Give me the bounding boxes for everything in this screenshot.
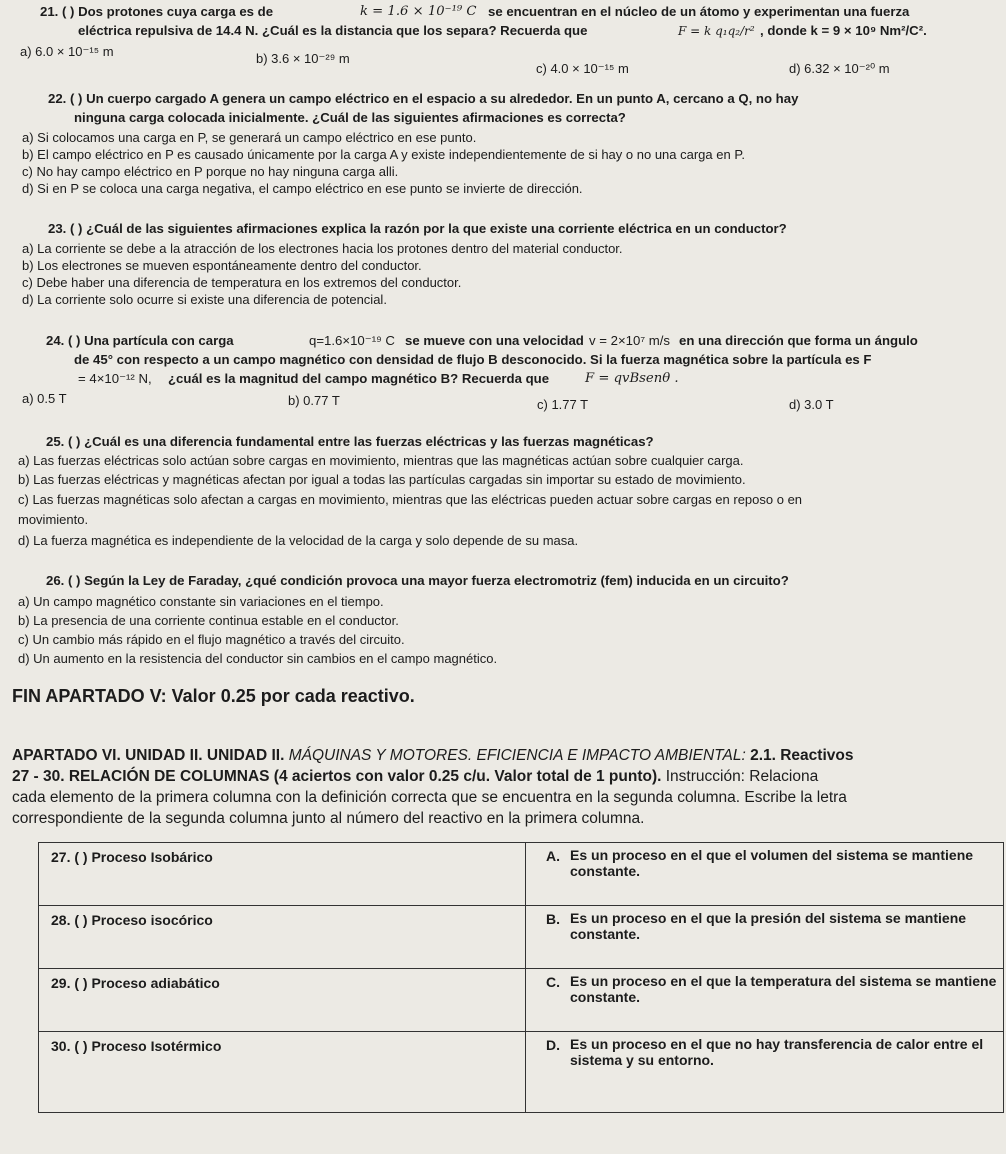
q24-line1-mid: se mueve con una velocidad bbox=[405, 333, 584, 348]
q21-option-c: c) 4.0 × 10⁻¹⁵ m bbox=[536, 61, 629, 76]
match-def-c: Es un proceso en el que la temperatura del sistema se mantiene constante. bbox=[570, 973, 997, 1005]
q25-option-c: c) Las fuerzas magnéticas solo afectan a cargas en movimiento, mientras que las eléctricas pueden actuar sobre cargas en reposo o en bbox=[18, 492, 803, 507]
q22-line2: ninguna carga colocada inicialmente. ¿Cuál de las siguientes afirmaciones es correcta? bbox=[74, 110, 626, 125]
q23-option-b: b) Los electrones se mueven espontáneamente dentro del conductor. bbox=[22, 258, 422, 273]
q22-option-d: d) Si en P se coloca una carga negativa, el campo eléctrico en ese punto se invierte de dirección. bbox=[22, 181, 583, 196]
q24-charge: q=1.6×10⁻¹⁹ C bbox=[309, 333, 395, 348]
q21-line2: eléctrica repulsiva de 14.4 N. ¿Cuál es la distancia que los separa? Recuerda que bbox=[78, 23, 588, 38]
table-row bbox=[39, 906, 1004, 969]
q21-charge: k = 1.6 × 10⁻¹⁹ C bbox=[360, 4, 477, 19]
q24-line1-suffix: en una dirección que forma un ángulo bbox=[679, 333, 918, 348]
q21-line1-suffix: se encuentran en el núcleo de un átomo y experimentan una fuerza bbox=[488, 4, 910, 19]
q25-option-b: b) Las fuerzas eléctricas y magnéticas afectan por igual a todas las partículas cargadas sin importar su estado de movimiento. bbox=[18, 472, 746, 487]
q24-force: = 4×10⁻¹² N, bbox=[78, 371, 152, 386]
q26-line1: 26. ( ) Según la Ley de Faraday, ¿qué condición provoca una mayor fuerza electromotriz (fem) inducida en un circuito? bbox=[46, 573, 789, 588]
match-def-a: Es un proceso en el que el volumen del sistema se mantiene constante. bbox=[570, 847, 974, 879]
q21-formula-tail: , donde k = 9 × 10⁹ Nm²/C². bbox=[760, 23, 927, 38]
q24-option-b: b) 0.77 T bbox=[288, 393, 340, 408]
q22-option-b: b) El campo eléctrico en P es causado únicamente por la carga A y existe independientemente de si hay o no una carga en P. bbox=[22, 147, 745, 162]
q24-option-a: a) 0.5 T bbox=[22, 391, 67, 406]
match-letter-a: A. bbox=[546, 848, 560, 864]
q21-line1-prefix: 21. ( ) Dos protones cuya carga es de bbox=[40, 4, 274, 19]
q25-option-c-cont: movimiento. bbox=[18, 512, 89, 527]
section-vi-line4: correspondiente de la segunda columna junto al número del reactivo en la primera columna. bbox=[12, 810, 645, 827]
match-left-30: 30. ( ) Proceso Isotérmico bbox=[39, 1032, 526, 1113]
table-row bbox=[39, 1032, 1004, 1113]
match-right-a bbox=[526, 843, 1004, 906]
match-letter-b: B. bbox=[546, 911, 560, 927]
q25-option-d: d) La fuerza magnética es independiente de la velocidad de la carga y solo depende de su masa. bbox=[18, 533, 579, 548]
table-row bbox=[39, 843, 1004, 906]
q24-line3: ¿cuál es la magnitud del campo magnético B? Recuerda que bbox=[168, 371, 550, 386]
q23-line1: 23. ( ) ¿Cuál de las siguientes afirmaciones explica la razón por la que existe una corriente eléctrica en un conductor? bbox=[48, 221, 787, 236]
q22-line1: 22. ( ) Un cuerpo cargado A genera un campo eléctrico en el espacio a su alrededor. En un punto A, cercano a Q, no hay bbox=[48, 91, 799, 106]
section-vi-title: APARTADO VI. UNIDAD II. UNIDAD II. bbox=[12, 747, 285, 764]
q24-option-c: c) 1.77 T bbox=[537, 397, 589, 412]
q26-option-b: b) La presencia de una corriente continua estable en el conductor. bbox=[18, 613, 399, 628]
section-vi-instruction-label: Instrucción: Relaciona bbox=[665, 768, 819, 785]
q21-formula: F = k q₁q₂/r² bbox=[678, 24, 755, 38]
match-left-29: 29. ( ) Proceso adiabático bbox=[39, 969, 526, 1032]
match-left-28: 28. ( ) Proceso isocórico bbox=[39, 906, 526, 969]
q21-option-b: b) 3.6 × 10⁻²⁹ m bbox=[256, 51, 350, 66]
q24-formula: F = qvBsenθ . bbox=[585, 371, 679, 386]
q23-option-a: a) La corriente se debe a la atracción de los electrones hacia los protones dentro del material conductor. bbox=[22, 241, 623, 256]
section-vi-reactivos: 2.1. Reactivos bbox=[750, 747, 854, 764]
q21-option-d: d) 6.32 × 10⁻²⁰ m bbox=[789, 61, 890, 76]
matching-table bbox=[38, 842, 1004, 1113]
match-def-b: Es un proceso en el que la presión del sistema se mantiene constante. bbox=[570, 910, 967, 942]
q21-option-a: a) 6.0 × 10⁻¹⁵ m bbox=[20, 44, 114, 59]
section-vi-subtitle: MÁQUINAS Y MOTORES. EFICIENCIA E IMPACTO AMBIENTAL: bbox=[288, 747, 746, 764]
match-right-c bbox=[526, 969, 1004, 1032]
match-letter-d: D. bbox=[546, 1037, 560, 1053]
q24-velocity: v = 2×10⁷ m/s bbox=[589, 333, 671, 348]
match-letter-c: C. bbox=[546, 974, 560, 990]
table-row bbox=[39, 969, 1004, 1032]
q24-line2: de 45° con respecto a un campo magnético con densidad de flujo B desconocido. Si la fuerza magnética sobre la partícula es F bbox=[74, 352, 872, 367]
q25-line1: 25. ( ) ¿Cuál es una diferencia fundamental entre las fuerzas eléctricas y las fuerzas magnéticas? bbox=[46, 434, 654, 449]
match-def-d: Es un proceso en el que no hay transferencia de calor entre el sistema y su entorno. bbox=[570, 1036, 984, 1068]
section-vi-line3: cada elemento de la primera columna con la definición correcta que se encuentra en la segunda columna. Escribe la letra bbox=[12, 789, 847, 806]
q26-option-d: d) Un aumento en la resistencia del conductor sin cambios en el campo magnético. bbox=[18, 651, 498, 666]
match-left-27: 27. ( ) Proceso Isobárico bbox=[39, 843, 526, 906]
match-right-b bbox=[526, 906, 1004, 969]
q22-option-c: c) No hay campo eléctrico en P porque no hay ninguna carga alli. bbox=[22, 164, 399, 179]
q22-option-a: a) Si colocamos una carga en P, se generará un campo eléctrico en ese punto. bbox=[22, 130, 477, 145]
q23-option-c: c) Debe haber una diferencia de temperatura en los extremos del conductor. bbox=[22, 275, 462, 290]
q23-option-d: d) La corriente solo ocurre si existe una diferencia de potencial. bbox=[22, 292, 387, 307]
q25-option-a: a) Las fuerzas eléctricas solo actúan sobre cargas en movimiento, mientras que las magnéticas actúan sobre cualquier carga. bbox=[18, 453, 744, 468]
q24-line1-prefix: 24. ( ) Una partícula con carga bbox=[46, 333, 234, 348]
section-vi-instructions-bold: 27 - 30. RELACIÓN DE COLUMNAS (4 aciertos con valor 0.25 c/u. Valor total de 1 punto). bbox=[12, 768, 662, 785]
match-right-d bbox=[526, 1032, 1004, 1113]
q24-option-d: d) 3.0 T bbox=[789, 397, 834, 412]
q26-option-c: c) Un cambio más rápido en el flujo magnético a través del circuito. bbox=[18, 632, 405, 647]
q26-option-a: a) Un campo magnético constante sin variaciones en el tiempo. bbox=[18, 594, 384, 609]
section-v-footer: FIN APARTADO V: Valor 0.25 por cada reactivo. bbox=[12, 686, 415, 706]
